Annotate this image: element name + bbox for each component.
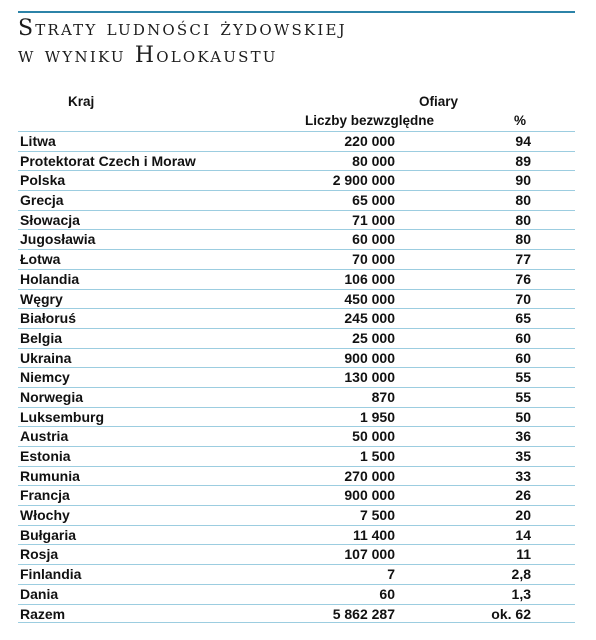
victims-percent-cell: 2,8 [511, 566, 531, 583]
victims-number-cell: 106 000 [344, 270, 395, 287]
table-row [18, 367, 575, 387]
victims-percent-cell: 1,3 [511, 585, 531, 602]
country-cell: Łotwa [20, 251, 61, 268]
victims-percent-cell: 35 [515, 448, 531, 464]
victims-percent-cell: 50 [515, 408, 531, 425]
victims-percent-cell: 80 [515, 231, 531, 248]
country-cell: Słowacja [20, 211, 80, 228]
document-title [18, 15, 578, 69]
country-cell: Rumunia [20, 467, 80, 484]
table-row [18, 407, 575, 427]
header-percent: % [514, 113, 527, 128]
table-row [18, 289, 575, 309]
country-cell: Estonia [20, 448, 71, 464]
country-cell: Austria [20, 428, 69, 445]
country-cell: Niemcy [20, 369, 70, 386]
table-row [18, 564, 575, 584]
country-cell: Ukraina [20, 349, 72, 366]
victims-number-cell: 70 000 [352, 251, 395, 268]
country-cell: Finlandia [20, 566, 82, 583]
table-row [18, 328, 575, 348]
victims-percent-cell: 60 [515, 349, 531, 366]
victims-number-cell: 11 400 [352, 526, 395, 543]
country-cell: Protektorat Czech i Moraw [20, 152, 196, 169]
header-country: Kraj [68, 94, 95, 109]
victims-percent-cell: 65 [515, 310, 531, 327]
country-cell: Rosja [20, 546, 59, 563]
country-cell: Włochy [20, 507, 70, 524]
country-cell: Norwegia [20, 388, 84, 405]
header-victims: Ofiary [419, 94, 459, 109]
country-cell: Dania [20, 585, 59, 602]
victims-number-cell: 130 000 [344, 369, 395, 386]
table-row [18, 190, 575, 210]
victims-percent-cell: 70 [515, 290, 531, 307]
victims-number-cell: 450 000 [344, 290, 395, 307]
victims-percent-cell: 11 [516, 546, 531, 563]
table-row [18, 131, 575, 151]
victims-percent-cell: 14 [515, 526, 531, 543]
table-row [18, 525, 575, 545]
country-cell: Białoruś [20, 310, 77, 327]
victims-number-cell: 80 000 [352, 152, 395, 169]
victims-number-cell: 107 000 [344, 546, 395, 563]
victims-number-cell: 50 000 [352, 428, 395, 445]
country-cell: Grecja [20, 192, 64, 209]
table-row [18, 426, 575, 446]
country-cell: Holandia [20, 270, 80, 287]
victims-number-cell: 1 500 [359, 448, 395, 464]
table-row [18, 229, 575, 249]
victims-number-cell: 60 [379, 585, 395, 602]
table-row [18, 210, 575, 230]
victims-percent-cell: 60 [515, 329, 531, 346]
victims-percent-cell: 89 [515, 152, 531, 169]
victims-number-cell: 25 000 [352, 329, 395, 346]
table-row [18, 387, 575, 407]
table-row [18, 485, 575, 505]
country-cell: Luksemburg [20, 408, 105, 425]
country-cell: Jugosławia [20, 231, 96, 248]
victims-percent-cell: 76 [515, 270, 531, 287]
title-line-1: Straty ludności żydowskiej [18, 16, 347, 41]
country-cell: Razem [20, 605, 66, 622]
table-row-total [18, 604, 575, 624]
table-row [18, 151, 575, 171]
victims-number-cell: 270 000 [344, 467, 395, 484]
table-row [18, 308, 575, 328]
table-row [18, 269, 575, 289]
table-row [18, 505, 575, 525]
victims-percent-cell: 77 [515, 251, 531, 268]
table-row [18, 446, 575, 466]
victims-percent-cell: 55 [515, 388, 531, 405]
country-cell: Polska [20, 172, 66, 189]
victims-number-cell: 900 000 [344, 349, 395, 366]
victims-number-cell: 71 000 [352, 211, 395, 228]
victims-number-cell: 245 000 [344, 310, 395, 327]
country-cell: Francja [20, 487, 70, 504]
table-row [18, 348, 575, 368]
country-cell: Węgry [20, 290, 63, 307]
country-cell: Belgia [20, 329, 63, 346]
table-row [18, 544, 575, 564]
title-line-2: w wyniku Holokaustu [18, 43, 278, 68]
victims-number-cell: 65 000 [352, 192, 395, 209]
victims-number-cell: 2 900 000 [332, 172, 395, 189]
victims-number-cell: 870 [371, 388, 395, 405]
victims-percent-cell: 20 [515, 507, 531, 524]
table-row [18, 584, 575, 604]
victims-number-cell: 7 500 [359, 507, 395, 524]
victims-number-cell: 220 000 [344, 133, 395, 149]
table-row [18, 466, 575, 486]
victims-percent-cell: 55 [515, 369, 531, 386]
victims-table [18, 131, 575, 623]
header-absolute-numbers: Liczby bezwzględne [305, 113, 435, 128]
victims-number-cell: 5 862 287 [332, 605, 395, 622]
victims-percent-cell: 26 [515, 487, 531, 504]
country-cell: Litwa [20, 133, 56, 149]
table-row [18, 249, 575, 269]
victims-percent-cell: 90 [515, 172, 531, 189]
victims-percent-cell: 33 [515, 467, 531, 484]
top-rule [18, 11, 575, 13]
victims-percent-cell: ok. 62 [491, 605, 531, 622]
victims-percent-cell: 94 [515, 133, 531, 149]
table-row [18, 170, 575, 190]
victims-percent-cell: 80 [515, 211, 531, 228]
victims-percent-cell: 36 [515, 428, 531, 445]
victims-number-cell: 1 950 [359, 408, 395, 425]
victims-number-cell: 900 000 [344, 487, 395, 504]
victims-number-cell: 7 [387, 566, 395, 583]
victims-percent-cell: 80 [515, 192, 531, 209]
victims-number-cell: 60 000 [352, 231, 395, 248]
country-cell: Bułgaria [20, 526, 77, 543]
